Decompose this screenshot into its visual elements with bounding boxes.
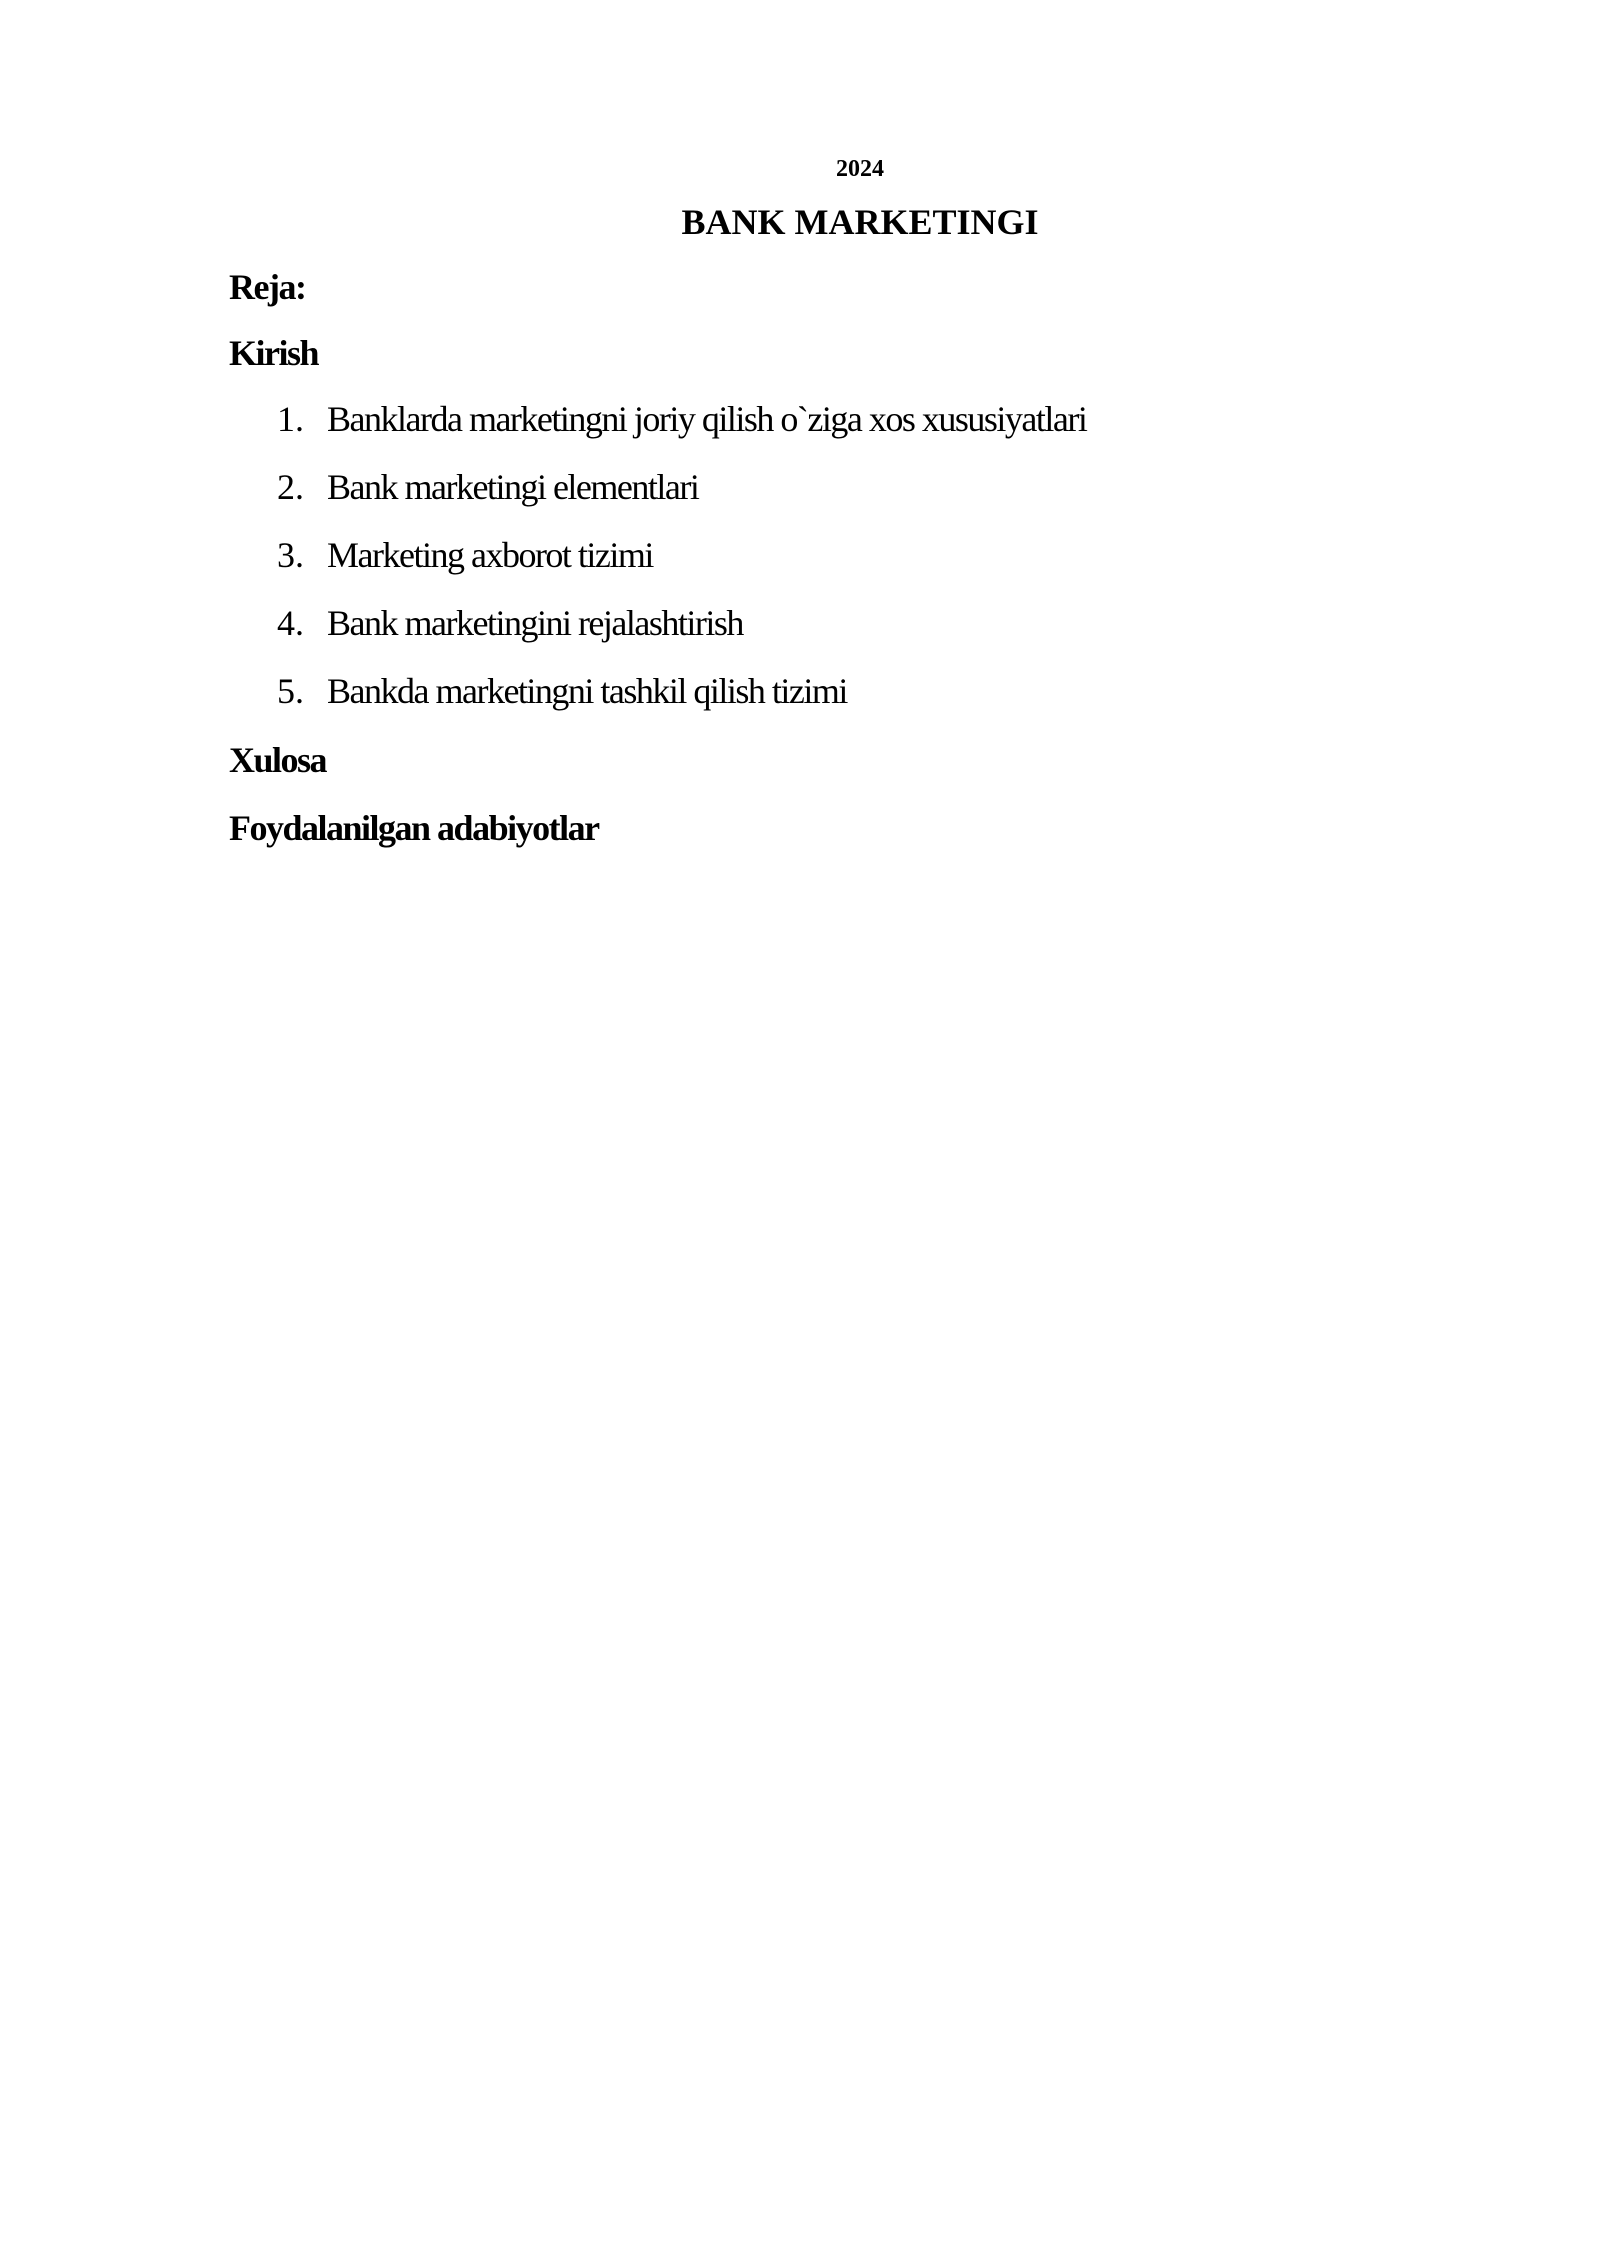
plan-item-text: Banklarda marketingni joriy qilish o`ziga xos xususiyatlari xyxy=(327,399,1087,439)
plan-item-text: Bank marketingi elementlari xyxy=(327,467,699,507)
plan-item-number: 2. xyxy=(277,467,304,507)
plan-item-text: Bank marketingini rejalashtirish xyxy=(327,603,743,643)
intro-heading: Kirish xyxy=(229,333,319,373)
conclusion-heading: Xulosa xyxy=(229,740,327,780)
document-year: 2024 xyxy=(836,156,884,182)
plan-item-number: 1. xyxy=(277,399,304,439)
plan-item-number: 5. xyxy=(277,671,304,711)
references-heading: Foydalanilgan adabiyotlar xyxy=(229,808,599,848)
document-title: BANK MARKETINGI xyxy=(681,202,1039,242)
plan-item-text: Bankda marketingni tashkil qilish tizimi xyxy=(327,671,847,711)
plan-heading: Reja: xyxy=(229,267,306,307)
plan-item-number: 4. xyxy=(277,603,304,643)
plan-item-text: Marketing axborot tizimi xyxy=(327,535,653,575)
plan-item-number: 3. xyxy=(277,535,304,575)
